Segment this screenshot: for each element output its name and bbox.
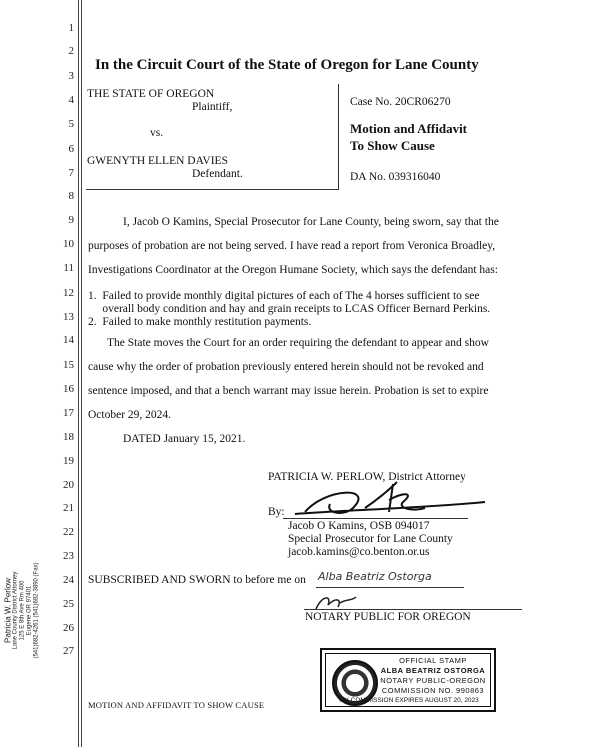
document-title-line2: To Show Cause <box>350 138 435 153</box>
line-number: 19 <box>63 455 74 467</box>
para1-line1: I, Jacob O Kamins, Special Prosecutor for Lane County, being sworn, say that the <box>123 216 499 228</box>
sidebar-name: Patricia W. Perlow <box>3 578 13 643</box>
sidebar-address1: 125 E 8th Ave Rm 400 <box>19 580 26 641</box>
document-title-line1: Motion and Affidavit <box>350 121 468 136</box>
notary-public-label: NOTARY PUBLIC FOR OREGON <box>305 611 471 623</box>
line-number: 10 <box>63 238 74 250</box>
line-number: 4 <box>68 94 74 106</box>
line-number: 26 <box>63 622 74 634</box>
para2-line1: The State moves the Court for an order requiring the defendant to appear and show <box>107 337 489 349</box>
para1-line2: purposes of probation are not being served. I have read a report from Veronica Broadley, <box>88 240 496 252</box>
by-label: By: <box>268 506 285 518</box>
notary-initials <box>312 593 360 613</box>
court-title: In the Circuit Court of the State of Oregon for Lane County <box>95 57 479 73</box>
stamp-expiry: MY COMMISSION EXPIRES AUGUST 20, 2023 <box>339 697 479 704</box>
sidebar-address2: Eugene OR 97401 <box>26 585 33 636</box>
line-number: 13 <box>63 311 74 323</box>
line-number: 18 <box>63 431 74 443</box>
para2-line4: October 29, 2024. <box>88 409 172 421</box>
list-item-1-cont: overall body condition and hay and grain receipts to LCAS Officer Bernard Perkins. <box>88 303 491 315</box>
margin-rule-left <box>78 0 79 747</box>
stamp-heading: OFFICIAL STAMP <box>399 656 467 665</box>
da-number: DA No. 039316040 <box>350 171 441 183</box>
plaintiff-name: THE STATE OF OREGON <box>87 88 215 100</box>
official-stamp <box>320 648 496 712</box>
list-item-1: 1. Failed to provide monthly digital pictures of each of The 4 horses sufficient to see <box>88 290 480 302</box>
attorney-sidebar <box>4 541 41 681</box>
plaintiff-role: Plaintiff, <box>192 101 233 113</box>
line-number: 7 <box>68 167 74 179</box>
sidebar-office: Lane County District Attorney <box>12 571 19 650</box>
line-number: 5 <box>68 118 74 130</box>
line-number: 14 <box>63 334 74 346</box>
stamp-name: ALBA BEATRIZ OSTORGA <box>380 666 486 675</box>
page-footer: MOTION AND AFFIDAVIT TO SHOW CAUSE <box>88 700 265 710</box>
stamp-title: NOTARY PUBLIC-OREGON <box>380 676 486 685</box>
line-number: 8 <box>68 190 74 202</box>
defendant-role: Defendant. <box>192 168 243 180</box>
caption-underline <box>86 189 338 190</box>
line-number: 6 <box>68 143 74 155</box>
line-number: 16 <box>63 383 74 395</box>
line-number: 3 <box>68 70 74 82</box>
line-number: 21 <box>63 502 74 514</box>
signer-title: Special Prosecutor for Lane County <box>288 533 453 545</box>
notary-handwritten-date: Alba Beatriz Ostorga <box>318 570 432 583</box>
sworn-date-line <box>316 587 464 588</box>
stamp-commission: COMMISSION NO. 990863 <box>381 686 485 695</box>
district-attorney: PATRICIA W. PERLOW, District Attorney <box>268 471 466 483</box>
line-number: 25 <box>63 598 74 610</box>
line-number: 9 <box>68 214 74 226</box>
signature-scrawl <box>285 478 495 520</box>
notary-line <box>304 609 522 610</box>
para2-line3: sentence imposed, and that a bench warrant may issue herein. Probation is set to expire <box>88 385 489 397</box>
sidebar-phone: (541)682-4261 (541)682-3890 (Fax) <box>33 562 40 659</box>
sworn-statement: SUBSCRIBED AND SWORN to before me on <box>88 574 306 586</box>
para2-line2: cause why the order of probation previously entered herein should not be revoked and <box>88 361 484 373</box>
defendant-name: GWENYTH ELLEN DAVIES <box>87 155 228 167</box>
list-item-2: 2. Failed to make monthly restitution payments. <box>88 316 312 328</box>
line-number: 12 <box>63 287 74 299</box>
line-number: 11 <box>63 262 74 274</box>
line-number: 1 <box>68 22 74 34</box>
line-number: 2 <box>68 45 74 57</box>
case-number: Case No. 20CR06270 <box>350 96 451 108</box>
line-number: 24 <box>63 574 74 586</box>
signer-email: jacob.kamins@co.benton.or.us <box>288 546 430 558</box>
line-number: 23 <box>63 550 74 562</box>
line-number: 17 <box>63 407 74 419</box>
versus: vs. <box>150 127 164 139</box>
dated-line: DATED January 15, 2021. <box>123 433 246 445</box>
line-number: 27 <box>63 645 74 657</box>
caption-divider <box>338 84 339 190</box>
line-number: 22 <box>63 526 74 538</box>
para1-line3: Investigations Coordinator at the Oregon Humane Society, which says the defendant has: <box>88 264 498 276</box>
line-number: 20 <box>63 479 74 491</box>
margin-rule-left-double <box>81 0 82 747</box>
signature-line <box>283 518 468 519</box>
line-number: 15 <box>63 359 74 371</box>
signer-name: Jacob O Kamins, OSB 094017 <box>288 520 430 532</box>
